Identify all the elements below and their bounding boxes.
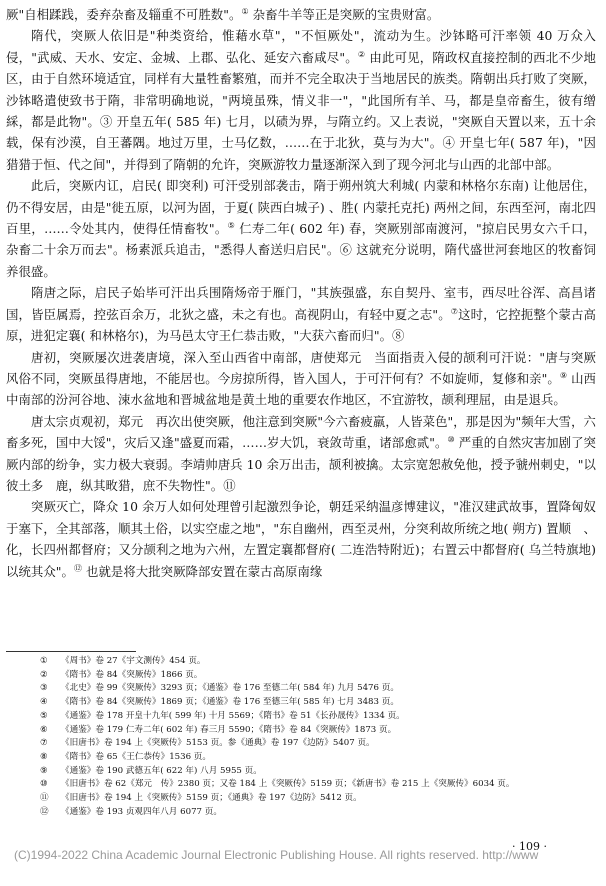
paragraph-text: 突厥灭亡，降众 10 余万人如何处理曾引起激烈争论，朝廷采纳温彦博建议，"准汉建武故事，置降匈奴于塞下，全其部落，顺其土俗，以实空虚之地"，"东自幽州，西至灵州，分突利故所统之地( 朔方) 置顺 、化，长四州都督府；又分颉利之地为六州，左置定襄都督府( 二连浩特附近)；右置云中都督府( 乌兰特旗地) 以统其众"。 [6, 499, 596, 579]
paragraph-1 [6, 4, 596, 25]
footnote-number: ⑫ [40, 806, 49, 817]
paragraph-text: 由此可见，隋政权直接控制的西北不少地区，由于自然环境适宜，同样有大量牲畜繁殖，而并不完全取决于当地居民的族类。隋朝出兵打败了突厥，沙钵略遣使致书于隋，非常明确地说，"两境虽殊，情义非一"，"此国所有羊、马，都是皇帝畜生，彼有缯綵，都是此物"。③ 开皇五年( 585 年) 七月，以碛为界，与隋立约。又上表说，"突厥自天置以来，五十余载，保有沙漠，自王蕃隅。地过万里，士马亿数，……在于北狄，莫与为大"。④ 开皇七年( 587 年)，"因猎猎于恒、代之间"，并得到了隋朝的允许，突厥游牧力量逐渐深入到了现今河北与山西的北部中部。 [6, 49, 596, 172]
footnote-ref[interactable]: ⑦ [450, 306, 459, 316]
footnote-item [40, 792, 580, 806]
footnote-item [40, 710, 580, 724]
footnote-ref[interactable]: ⑤ [227, 220, 236, 230]
footnote-item [40, 655, 580, 669]
footnote-text: 《旧唐书》卷 194 上《突厥传》5153 页。参《通典》卷 197《边防》5407 页。 [61, 738, 375, 749]
paragraph-text: 此后，突厥内讧，启民( 即突利) 可汗受别部袭击，隋于朔州筑大利城( 内蒙和林格尔东南) 让他居住，仍不得安居，由是"徙五原，以河为固，于夏( 陕西白城子) 、胜( 内蒙托克托) 两州之间，东西至河，南北四百里，……令处其内，使得任情畜牧"。 [6, 178, 596, 237]
paragraph-6 [6, 411, 596, 497]
footnote-number: ⑤ [40, 710, 48, 721]
footnote-divider [6, 651, 136, 652]
article-body [6, 4, 596, 582]
footnote-number: ⑧ [40, 751, 48, 762]
paragraph-text: 唐太宗贞观初，郑元 再次出使突厥，他注意到突厥"今六畜疲羸，人皆菜色"，那是因为"频年大雪，六畜多死，国中大馁"，灾后又逢"盛夏而霜，……岁大饥，衰敛苛重，诸部愈贰"。 [6, 413, 596, 451]
paragraph-text: 隋代，突厥人依旧是"种类资给，惟藉水草"，"不恒厥处"，流动为生。沙钵略可汗率领 40 万众入侵，"武威、天水、安定、金城、上郡、弘化、延安六畜咸尽"。 [6, 28, 596, 65]
page-number: · 109 · [512, 840, 547, 853]
footnote-item [40, 751, 580, 765]
footnote-number: ① [40, 656, 48, 666]
footnote-text: 《通鉴》卷 179 仁寿二年( 602 年) 春三月 5590；《隋书》卷 84《突厥传》1873 页。 [61, 724, 397, 735]
footnote-text: 《隋书》卷 65《王仁恭传》1536 页。 [61, 751, 211, 762]
footnote-number: ⑨ [40, 765, 48, 776]
paragraph-2 [6, 25, 596, 175]
footnote-ref[interactable]: ⑫ [73, 563, 83, 573]
footnote-number: ⑦ [40, 738, 48, 749]
footnote-number: ⑩ [40, 779, 48, 790]
paragraph-text: 山西中南部的汾河谷地、涑水盆地和晋城盆地是黄土地的重要农作地区，不宜游牧，颉利理屈，由是退兵。 [6, 370, 596, 408]
footnote-item [40, 669, 580, 683]
footnote-item [40, 806, 580, 820]
footnote-item [40, 765, 580, 779]
paragraph-text: 杂畜牛羊等正是突厥的宝贵财富。 [248, 7, 440, 22]
footnote-number: ② [40, 669, 48, 680]
footnote-ref[interactable]: ⑨ [559, 370, 568, 380]
paragraph-3 [6, 175, 596, 282]
paragraph-text: 严重的自然灾害加剧了突厥内部的纷争，实力极大衰弱。李靖帅唐兵 10 余万出击，颉利被擒。太宗宽恕赦免他，授予虢州刺史，"以彼土多 鹿，纵其畋猎，庶不失物性"。⑪ [6, 435, 596, 493]
footnotes [40, 655, 580, 819]
footnote-item [40, 696, 580, 710]
footnote-item [40, 737, 580, 751]
footnote-ref[interactable]: ① [241, 6, 249, 16]
copyright-notice: (C)1994-2022 China Academic Journal Electronic Publishing House. All rights reserved. http://www [14, 848, 539, 862]
footnote-text: 《隋书》卷 84《突厥传》1869 页；《通鉴》卷 176 至德三年( 585 年) 七月 3483 页。 [61, 697, 399, 708]
footnote-ref[interactable]: ② [357, 49, 366, 59]
footnote-number: ⑪ [40, 793, 49, 804]
paragraph-4 [6, 282, 596, 346]
footnote-text: 《旧唐书》卷 194 上《突厥传》5159 页；《通典》卷 197《边防》5412 页。 [61, 793, 362, 804]
footnote-text: 《通鉴》卷 178 开皇十九年( 599 年) 十月 5569；《隋书》卷 51《长孙晟传》1334 页。 [61, 710, 405, 721]
paragraph-text: 这时，它控扼整个蒙古高原，进犯定襄( 和林格尔)，为马邑太守王仁恭击败，"大获六畜而归"。⑧ [6, 306, 596, 344]
footnote-number: ⑥ [40, 724, 48, 735]
paragraph-text: 唐初，突厥屡次进袭唐境，深入至山西省中南部，唐使郑元 当面指责入侵的颉利可汗说："唐与突厥风俗不同，突厥虽得唐地，不能居也。今房掠所得，皆入国人，于可汗何有？不如旋师，复修和亲"。 [6, 349, 596, 386]
footnote-text: 《隋书》卷 84《突厥传》1866 页。 [61, 669, 203, 680]
paragraph-5 [6, 347, 596, 411]
footnote-number: ④ [40, 697, 48, 708]
footnote-text: 《北史》卷 99《突厥传》3293 页；《通鉴》卷 176 至德二年( 584 年) 九月 5476 页。 [61, 683, 399, 694]
paragraph-text: 隋唐之际，启民子始毕可汗出兵围隋炀帝于雁门，"其族强盛，东自契丹、室韦，西尽吐谷浑、高昌诸国，皆臣属焉，控弦百余万，北狄之盛，未之有也。高视阴山，有轻中夏之志"。 [6, 285, 596, 322]
footnote-number: ③ [40, 683, 48, 694]
footnote-text: 《周书》卷 27《宇文测传》454 页。 [61, 656, 206, 666]
footnote-item [40, 778, 580, 792]
footnote-text: 《旧唐书》卷 62《郑元 传》2380 页；又卷 184 上《突厥传》5159 页；《新唐书》卷 215 上《突厥传》6034 页。 [61, 779, 515, 790]
paragraph-text: 厥"自相蹂践，委弃杂畜及辎重不可胜数"。 [6, 7, 242, 22]
footnote-ref[interactable]: ⑩ [447, 435, 455, 444]
paragraph-7 [6, 496, 596, 582]
paragraph-text: 仁寿二年( 602 年) 春，突厥别部南渡河，"掠启民男女六千口，杂畜二十余万而去"。杨素派兵追击，"悉得人畜送归启民"。⑥ 这就充分说明，隋代盛世河套地区的牧畜饲养很盛。 [6, 221, 596, 279]
footnote-text: 《通鉴》卷 190 武德五年( 622 年) 八月 5955 页。 [61, 765, 262, 776]
footnote-text: 《通鉴》卷 193 贞观四年八月 6077 页。 [61, 806, 222, 817]
footnote-item [40, 724, 580, 738]
paragraph-text: 也就是将大批突厥降部安置在蒙古高原南缘 [82, 563, 323, 579]
footnote-item [40, 682, 580, 696]
